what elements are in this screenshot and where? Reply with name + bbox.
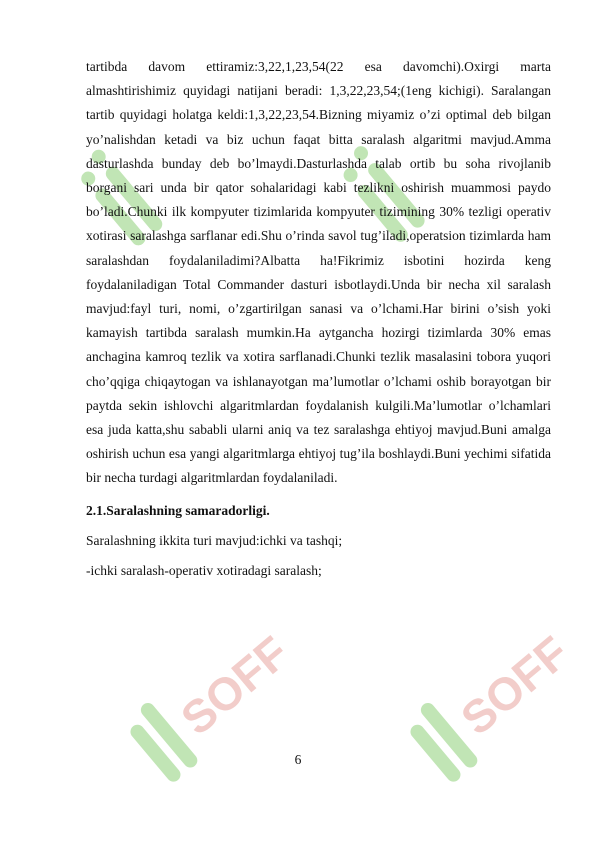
- watermark-text: SOFF: [451, 626, 579, 745]
- watermark-logo-icon: [80, 600, 299, 800]
- page-number: 6: [294, 752, 302, 767]
- watermark-logo-icon: [360, 600, 579, 800]
- text-line: -ichki saralash-operativ xotiradagi saralash;: [86, 563, 322, 579]
- text-line: Saralashning ikkita turi mavjud:ichki va tashqi;: [86, 532, 343, 548]
- section-heading: 2.1.Saralashning samaradorligi.: [86, 502, 270, 518]
- body-text: [86, 55, 551, 589]
- watermark-text: SOFF: [171, 626, 299, 745]
- body-paragraph: tartibda davom ettiramiz:3,22,1,23,54(22 esa davomchi).Oxirgi marta almashtirishimiz quyidagi natijani beradi: 1,3,22,23,54;(1eng kichigi). Saralangan tartib quyidagi holatga keldi:1,3,22,23,54.Bizning miyamiz o’zi optimal deb bilgan yo’nalishdan ketadi va biz uchun faqat bitta saralash algaritmi mavjud.Amma dasturlashda bunday deb bo’lmaydi.Dasturlashda talab ortib bu soha rivojlanib borgani sari unda bir qator sohalaridagi kabi tezlikni oshirish muammosi paydo bo’ladi.Chunki ilk kompyuter tizimlarida kompyuter tizimining 30% tezligi operativ xotirasi saralashga sarflanar edi.Shu o’rinda savol tug’iladi,operatsion tizimlarda ham saralashdan foydalaniladimi?Albatta ha!Fikrimiz isbotini hozirda keng foydalaniladigan Total Commander dasturi isbotlaydi.Unda bir necha xil saralash mavjud:fayl turi, nomi, o’zgartirilgan sanasi va o’lchami.Har birini o’sish yoki kamayish tartibda saralash mumkin.Ha aytgancha hozirgi tizimlarda 30% emas anchagina kamroq tezlik va xotira sarflanadi.Chunki tezlik masalasini tobora yuqori cho’qqiga chiqaytogan va ishlanayotgan ma’lumotlar o’lchami oshib borayotgan bir paytda sekin ishlovchi algaritmlardan foydalanish kulgili.Ma’lumotlar o’lchamlari esa juda katta,shu sababli ularni aniq va tez saralashga ehtiyoj mavjud.Buni amalga oshirish uchun esa yangi algaritmlarga ehtiyoj tug’ila boshlaydi.Buni yechimi sifatida bir necha turdagi algaritmlardan foydalaniladi.: [86, 59, 551, 486]
